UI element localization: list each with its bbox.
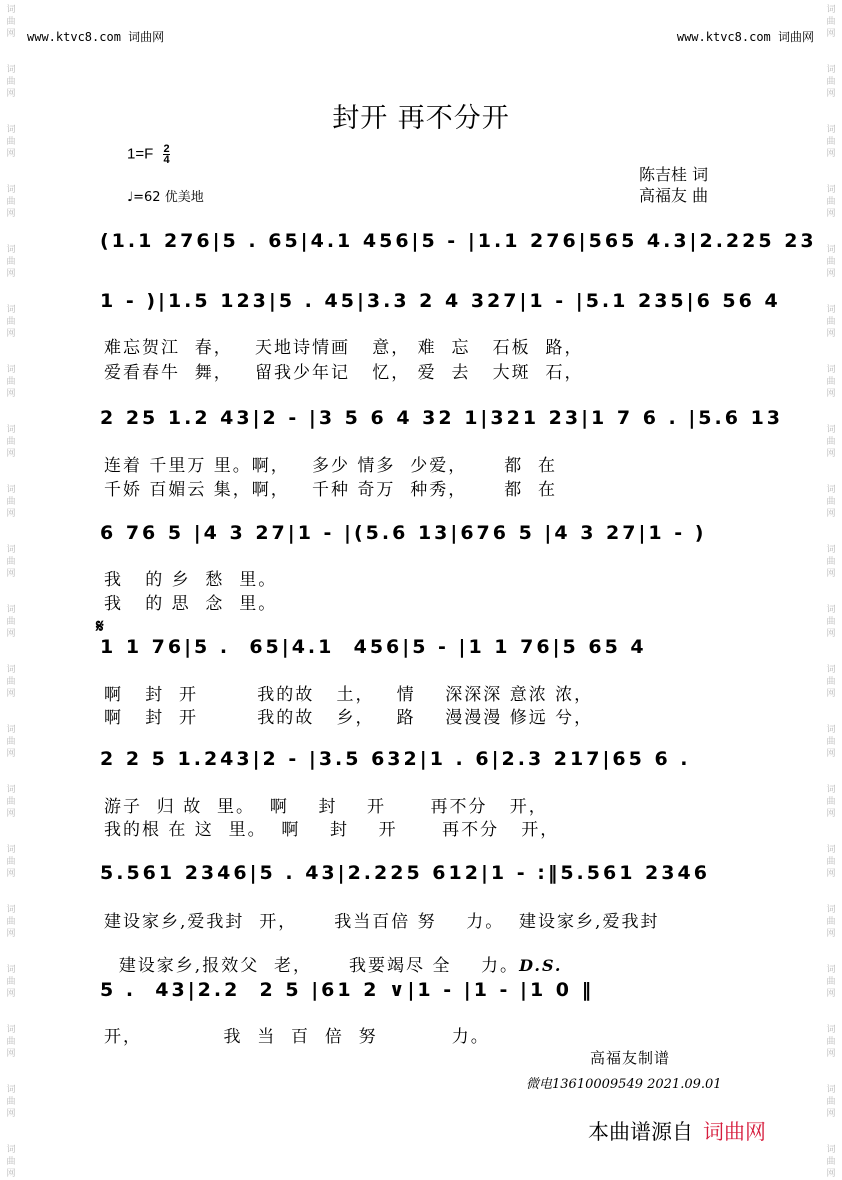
side-watermark-text: 词 曲 网 (826, 5, 836, 39)
source-label: 本曲谱源自 (588, 1120, 693, 1144)
side-watermark-text: 词 曲 网 (6, 725, 16, 759)
side-watermark-text: 词 曲 网 (6, 785, 16, 819)
side-watermark-text: 词 曲 网 (826, 725, 836, 759)
score-row-3-notes: 2 25 1.2 43|2 - |3 5 6 4 32 1|321 23|1 7 6 . |5.6 13 (100, 407, 784, 429)
side-watermark-text: 词 曲 网 (6, 545, 16, 579)
side-watermark-text: 词 曲 网 (826, 1145, 836, 1179)
score-row-2-lyrics-2: 爱看春牛 舞， 留我少年记 忆， 爱 去 大斑 石， (104, 363, 584, 383)
score-row-2-lyrics-1: 难忘贺江 春， 天地诗情画 意， 难 忘 石板 路， (104, 338, 584, 358)
side-watermark-text: 词 曲 网 (6, 185, 16, 219)
score-row-3-lyrics-2: 千娇 百媚云 集，啊， 千种 奇万 种秀， 都 在 (104, 480, 558, 500)
side-watermark-text: 词 曲 网 (826, 545, 836, 579)
lyricist-credit: 陈吉桂 词 (639, 165, 709, 184)
score-row-4-notes: 6 76 5 |4 3 27|1 - |(5.6 13|676 5 |4 3 27|1 - ) (100, 522, 707, 544)
score-row-5-lyrics-2: 啊 封 开 我的故 乡， 路 漫漫漫 修远 兮， (104, 708, 594, 728)
score-row-8-lyrics-1: 开， 我 当 百 倍 努 力。 (104, 1027, 490, 1047)
key-signature (127, 144, 170, 165)
side-watermark-text: 词 曲 网 (6, 485, 16, 519)
score-row-3-lyrics-1: 连着 千里万 里。啊， 多少 情多 少爱， 都 在 (104, 456, 558, 476)
side-watermark-text: 词 曲 网 (6, 365, 16, 399)
side-watermark-text: 词 曲 网 (826, 125, 836, 159)
song-title: 封开 再不分开 (332, 103, 510, 134)
side-watermark-text: 词 曲 网 (6, 305, 16, 339)
side-watermark-text: 词 曲 网 (826, 665, 836, 699)
score-row-6-notes: 2 2 5 1.243|2 - |3.5 632|1 . 6|2.3 217|65 6 . (100, 748, 691, 770)
time-signature (163, 144, 169, 165)
side-watermark-text: 词 曲 网 (826, 185, 836, 219)
side-watermark-text: 词 曲 网 (6, 65, 16, 99)
side-watermark-text: 词 曲 网 (6, 1145, 16, 1179)
side-watermark-text: 词 曲 网 (6, 665, 16, 699)
side-watermark-text: 词 曲 网 (826, 365, 836, 399)
score-row-1-notes: (1.1 276|5 . 65|4.1 456|5 - |1.1 276|565 4.3|2.225 23 (100, 230, 817, 252)
score-row-7-lyrics-2 (104, 931, 563, 976)
side-watermark-text: 词 曲 网 (826, 485, 836, 519)
side-watermark-text: 词 曲 网 (6, 1025, 16, 1059)
right-watermark-strip (820, 0, 842, 1179)
time-signature-bottom: 4 (163, 154, 170, 166)
side-watermark-text: 词 曲 网 (826, 965, 836, 999)
composer-credit: 高福友 曲 (639, 186, 709, 205)
side-watermark-text: 词 曲 网 (826, 305, 836, 339)
side-watermark-text: 词 曲 网 (826, 245, 836, 279)
time-signature-top: 2 (163, 143, 170, 155)
side-watermark-text: 词 曲 网 (6, 905, 16, 939)
site-url-right: www.ktvc8.com 词曲网 (676, 30, 814, 44)
key-text: 1=F (127, 145, 154, 163)
score-row-2-notes: 1 - )|1.5 123|5 . 45|3.3 2 4 327|1 - |5.1 235|6 56 4 (100, 290, 781, 312)
side-watermark-text: 词 曲 网 (6, 605, 16, 639)
score-row-4-lyrics-2: 我 的 思 念 里。 (104, 594, 278, 614)
side-watermark-text: 词 曲 网 (6, 965, 16, 999)
site-url-left: www.ktvc8.com 词曲网 (27, 30, 165, 44)
segno-sign: 𝄋 (96, 616, 104, 637)
score-row-7-lyrics-1: 建设家乡,爱我封 开， 我当百倍 努 力。 建设家乡,爱我封 (104, 912, 660, 932)
side-watermark-text: 词 曲 网 (6, 5, 16, 39)
side-watermark-text: 词 曲 网 (826, 425, 836, 459)
side-watermark-text: 词 曲 网 (826, 605, 836, 639)
contact-info: 微电13610009549 2021.09.01 (526, 1077, 722, 1092)
source-brand-link[interactable]: 词曲网 (703, 1120, 766, 1144)
score-row-7-lyrics-2-text: 建设家乡,报效父 老， 我要竭尽 全 力。 (118, 956, 520, 976)
score-row-8-notes: 5 . 43|2.2 2 5 |61 2 ∨|1 - |1 - |1 0 ‖ (100, 979, 595, 1001)
side-watermark-text: 词 曲 网 (826, 905, 836, 939)
side-watermark-text: 词 曲 网 (6, 1085, 16, 1119)
side-watermark-text: 词 曲 网 (6, 125, 16, 159)
score-row-5-notes: 1 1 76|5 . 65|4.1 456|5 - |1 1 76|5 65 4 (100, 636, 647, 658)
side-watermark-text: 词 曲 网 (826, 845, 836, 879)
transcriber-credit: 高福友制谱 (590, 1049, 671, 1067)
side-watermark-text: 词 曲 网 (826, 1025, 836, 1059)
side-watermark-text: 词 曲 网 (6, 245, 16, 279)
side-watermark-text: 词 曲 网 (826, 1085, 836, 1119)
side-watermark-text: 词 曲 网 (6, 425, 16, 459)
tempo-marking: ♩=62 优美地 (127, 190, 204, 205)
side-watermark-text: 词 曲 网 (6, 845, 16, 879)
score-row-4-lyrics-1: 我 的 乡 愁 里。 (104, 570, 278, 590)
dal-segno-mark: D.S. (519, 956, 563, 975)
side-watermark-text: 词 曲 网 (826, 785, 836, 819)
source-attribution (588, 1116, 766, 1146)
score-row-6-lyrics-2: 我的根 在 这 里。 啊 封 开 再不分 开， (104, 820, 560, 840)
left-watermark-strip (0, 0, 22, 1179)
side-watermark-text: 词 曲 网 (826, 65, 836, 99)
score-row-6-lyrics-1: 游子 归 故 里。 啊 封 开 再不分 开， (104, 797, 548, 817)
score-row-7-notes: 5.561 2346|5 . 43|2.225 612|1 - :‖5.561 2346 (100, 862, 710, 884)
score-row-5-lyrics-1: 啊 封 开 我的故 土， 情 深深深 意浓 浓， (104, 685, 594, 705)
